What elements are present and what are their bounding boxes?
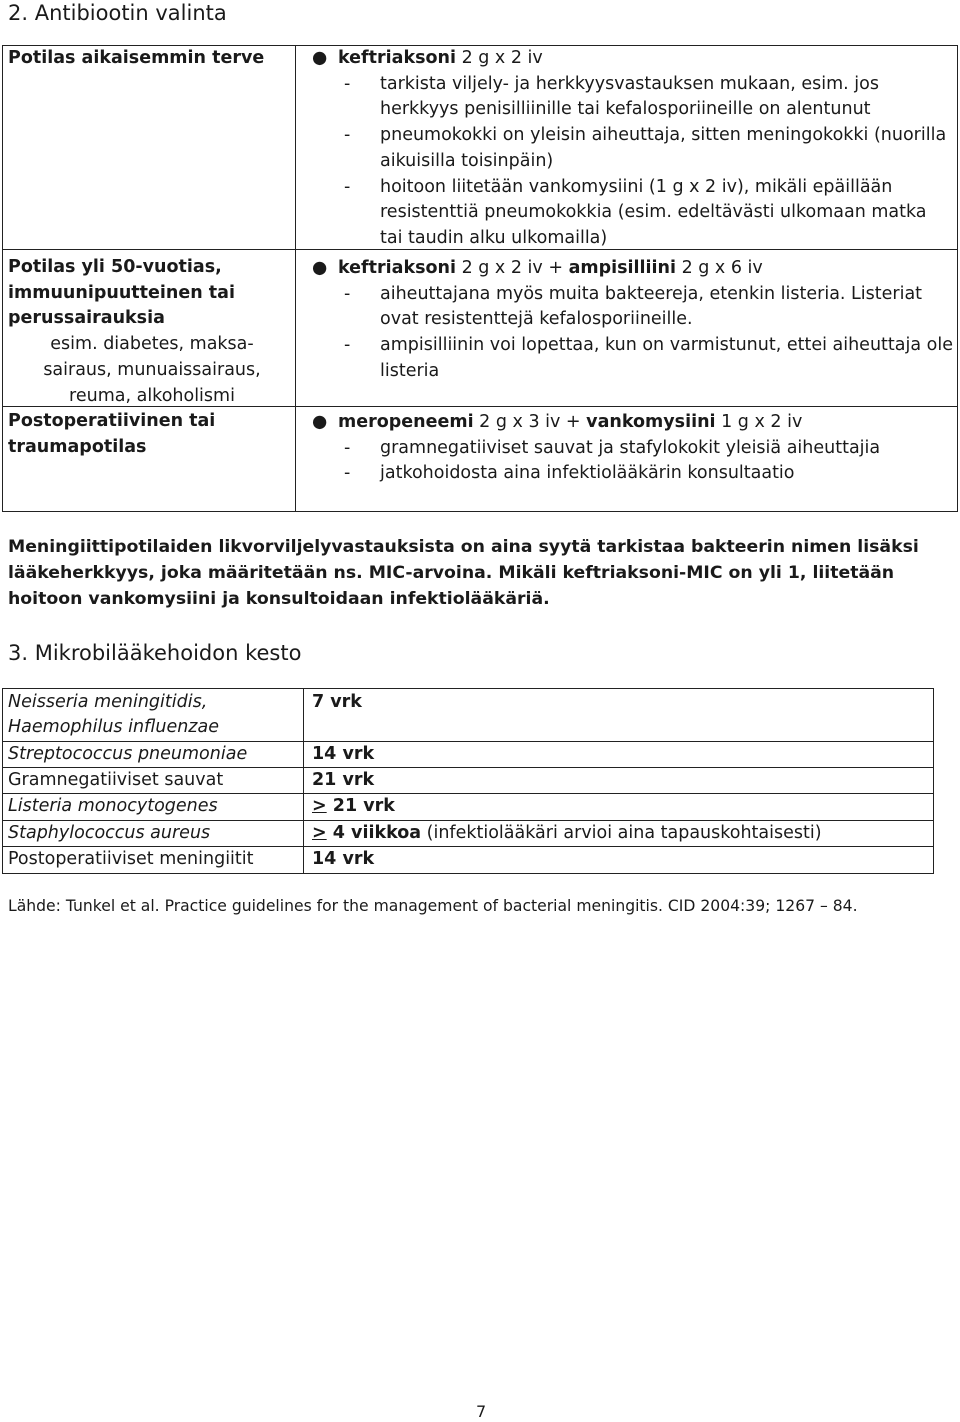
table-row — [8, 820, 928, 847]
note-item: - gramnegatiiviset sauvat ja stafylokokit yleisiä aiheuttajia — [344, 437, 881, 458]
organism-name: Staphylococcus aureus — [8, 823, 211, 843]
drug-line: ● keftriaksoni 2 g x 2 iv + ampisilliini 2 g x 6 iv — [308, 256, 953, 282]
patient-group-label: Postoperatiivinen tai traumapotilas — [8, 411, 216, 457]
duration-value: 14 vrk — [312, 849, 375, 869]
patient-group-elderly — [8, 255, 290, 409]
mic-note: Meningiittipotilaiden likvorviljelyvastauksista on aina syytä tarkistaa bakteerin nimen lisäksi lääkeherkkyys, joka määritetään ns. MIC-arvoina. Mikäli keftriaksoni-MIC on yli 1, liitetään hoitoon vankomysiini ja konsultoidaan infektiolääkäriä. — [8, 537, 919, 609]
duration-value: 7 vrk — [312, 692, 362, 712]
note-item: - pneumokokki on yleisin aiheuttaja, sitten meningokokki (nuorilla aikuisilla toisinpäin) — [344, 125, 947, 171]
organism-name: Streptococcus pneumoniae — [8, 744, 248, 764]
duration-value: 21 vrk — [312, 770, 375, 790]
drug-name: keftriaksoni — [338, 48, 456, 68]
organism-name: Listeria monocytogenes — [8, 796, 218, 816]
note-item: - hoitoon liitetään vankomysiini (1 g x 2 iv), mikäli epäillään resistenttiä pneumokokkia (esim. edeltävästi ulkomaan matka tai taudin alku ulkomailla) — [344, 176, 927, 248]
organism-name: Neisseria meningitidis, — [8, 692, 208, 712]
table-row — [8, 767, 928, 794]
organism-name: Gramnegatiiviset sauvat — [8, 770, 224, 790]
note-item: - jatkohoidosta aina infektiolääkärin konsultaatio — [344, 463, 795, 484]
patient-group-healthy — [8, 46, 290, 72]
organism-name: Haemophilus influenzae — [8, 717, 219, 737]
patient-group-postop — [8, 409, 290, 460]
section-3-heading: 3. Mikrobilääkehoidon kesto — [8, 641, 302, 665]
patient-group-examples: esim. diabetes, maksa-sairaus, munuaissairaus, reuma, alkoholismi — [43, 334, 261, 406]
duration-value: > 21 vrk — [312, 796, 395, 816]
table-row — [8, 793, 928, 820]
bullet-icon: ● — [312, 412, 328, 432]
organism-name: Postoperatiiviset meningiitit — [8, 849, 254, 869]
drug-line — [308, 46, 953, 72]
page-number: 7 — [476, 1402, 487, 1421]
bullet-icon: ● — [312, 48, 328, 68]
duration-value: > 4 viikkoa (infektiolääkäri arvioi aina tapauskohtaisesti) — [312, 823, 822, 843]
table-row — [8, 846, 928, 873]
table-row — [8, 741, 928, 768]
drug-line: ● meropeneemi 2 g x 3 iv + vankomysiini 1 g x 2 iv — [308, 410, 953, 436]
note-item: - tarkista viljely- ja herkkyysvastauksen mukaan, esim. jos herkkyys penisilliinille tai kefalosporiineille on alentunut — [344, 73, 879, 120]
table-row — [8, 714, 928, 741]
patient-group-label: Potilas aikaisemmin terve — [8, 48, 265, 68]
bullet-icon: ● — [312, 258, 328, 278]
note-item: - aiheuttajana myös muita bakteereja, etenkin listeria. Listeriat ovat resistenttejä kefalosporiineille. — [344, 283, 923, 330]
section-2-heading: 2. Antibiootin valinta — [8, 1, 227, 25]
duration-value: 14 vrk — [312, 744, 375, 764]
treatment-row-3 — [308, 410, 953, 487]
patient-group-label: Potilas yli 50-vuotias, immuunipuutteinen tai perussairauksia — [8, 257, 235, 329]
source-reference: Lähde: Tunkel et al. Practice guidelines for the management of bacterial meningitis. CID 2004:39; 1267 – 84. — [8, 897, 858, 915]
table-divider — [295, 45, 296, 512]
drug-dose: 2 g x 2 iv — [456, 48, 543, 68]
treatment-row-2 — [308, 256, 953, 385]
treatment-row-1 — [308, 46, 953, 252]
note-item: - ampisilliinin voi lopettaa, kun on varmistunut, ettei aiheuttaja ole listeria — [344, 335, 953, 381]
table-row — [8, 689, 928, 716]
